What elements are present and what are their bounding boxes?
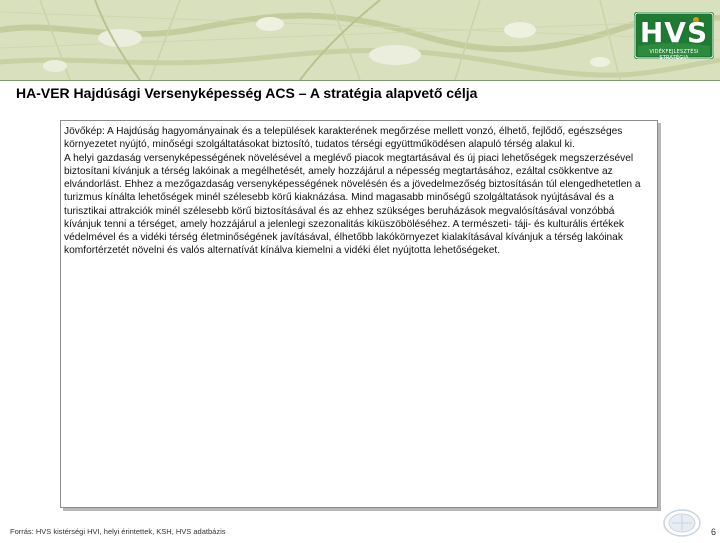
header-divider: [0, 80, 720, 81]
map-background-icon: [0, 0, 720, 80]
goal-paragraph: A helyi gazdaság versenyképességének növelésével a meglévő piacok megtartásával és új piaci lehetőségek megszerzésével biztosítani kívánjuk a térség lakóinak a megélhetését, amely hozzájárul a népesség megtartásához, ezáltal csökkentve az elvándorlást. Ehhez a mezőgazdaság versenyképességének növelésén és a jövedelmezőség biztosításán túl elengedhetetlen a turizmus kínálta lehetőségek minél szélesebb körű kiaknázása. Mind magasabb minőségű szolgáltatások nyújtásával és a turisztikai attrakciók minél szélesebb körű biztosításával és az ehhez szükséges beruházások megvalósításával vonzóbbá kívánjuk tenni a térséget, amely hozzájárul a jelenlegi szezonalitás kiküszöböléséhez. A természeti- táji- és kulturális értékek védelmével és a vidéki térség életminőségének javításával, élhetőbb lakókörnyezet kialakításával kívánjuk a térség lakóinak komfortérzetét növelni és valós alternatívát kínálva kiemelni a vidéki élet nyújtotta lehetőségeket.: [64, 152, 641, 257]
page-title: HA-VER Hajdúsági Versenyképesség ACS – A stratégia alapvető célja: [16, 85, 478, 101]
content-text-box: [60, 120, 658, 508]
hvs-logo: [634, 12, 714, 59]
logo-text: HVS: [639, 16, 709, 49]
seal-emblem-icon: [662, 508, 702, 538]
program-seal: [662, 508, 702, 538]
map-header-banner: [0, 0, 720, 80]
logo-subtitle: VIDÉKFEJLESZTÉSI STRATÉGIA: [649, 49, 699, 61]
page-number: 6: [710, 527, 716, 537]
source-footnote: Forrás: HVS kistérségi HVI, helyi érintettek, KSH, HVS adatbázis: [10, 527, 226, 536]
vision-paragraph: Jövőkép: A Hajdúság hagyományainak és a települések karakterének megőrzése mellett vonzó, élhető, fejlődő, egészséges környezetet nyújtó, minőségi szolgáltatásokat biztosító, tudatos térségi együttműködésen alapuló térség alakul ki.: [64, 126, 623, 151]
